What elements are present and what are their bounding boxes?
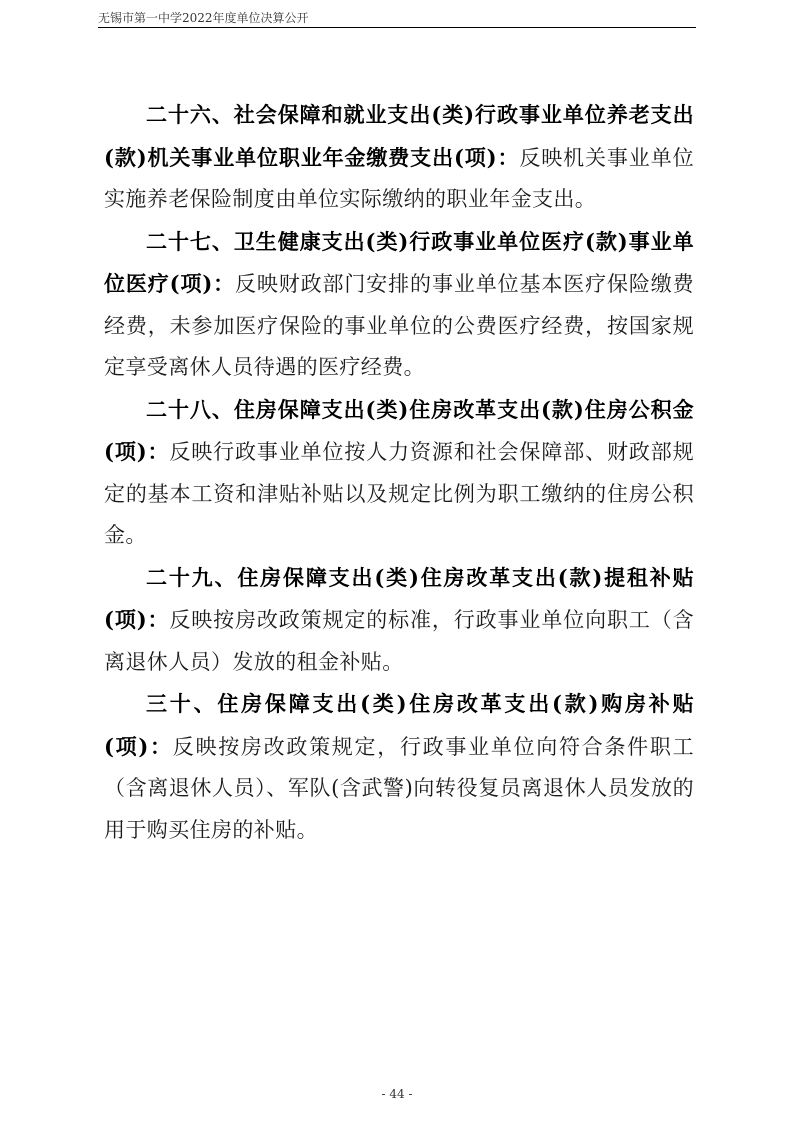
document-body xyxy=(104,94,694,851)
paragraph-26 xyxy=(104,94,694,221)
paragraph-text: 反映财政部门安排的事业单位基本医疗保险缴费经费，未参加医疗保险的事业单位的公费医疗经费，按国家规定享受离休人员待遇的医疗经费。 xyxy=(104,272,695,379)
paragraph-heading: 二十七、卫生健康支出(类)行政事业单位医疗(款)事业单位医疗(项)： xyxy=(104,228,694,296)
paragraph-29 xyxy=(104,557,694,684)
paragraph-heading: 二十九、住房保障支出(类)住房改革支出(款)提租补贴(项)： xyxy=(104,564,694,632)
paragraph-heading: 二十八、住房保障支出(类)住房改革支出(款)住房公积金(项)： xyxy=(104,396,694,464)
paragraph-text: 反映行政事业单位按人力资源和社会保障部、财政部规定的基本工资和津贴补贴以及规定比例为职工缴纳的住房公积金。 xyxy=(104,440,694,547)
page-number: - 44 - xyxy=(381,1087,413,1101)
paragraph-text: 反映按房改政策规定，行政事业单位向符合条件职工（含离退休人员）、军队(含武警)向转役复员离退休人员发放的用于购买住房的补贴。 xyxy=(104,734,694,842)
paragraph-heading: 三十、住房保障支出(类)住房改革支出(款)购房补贴(项)： xyxy=(104,691,694,759)
paragraph-28 xyxy=(104,389,694,557)
paragraph-text: 反映按房改政策规定的标准，行政事业单位向职工（含离退休人员）发放的租金补贴。 xyxy=(104,608,694,674)
paragraph-30 xyxy=(104,683,694,851)
paragraph-heading: 二十六、社会保障和就业支出(类)行政事业单位养老支出(款)机关事业单位职业年金缴费支出(项)： xyxy=(104,102,694,170)
header-title: 无锡市第一中学2022年度单位决算公开 xyxy=(98,11,309,25)
page-header xyxy=(98,8,696,28)
paragraph-27 xyxy=(104,221,694,389)
paragraph-text: 反映机关事业单位实施养老保险制度由单位实际缴纳的职业年金支出。 xyxy=(104,145,694,211)
